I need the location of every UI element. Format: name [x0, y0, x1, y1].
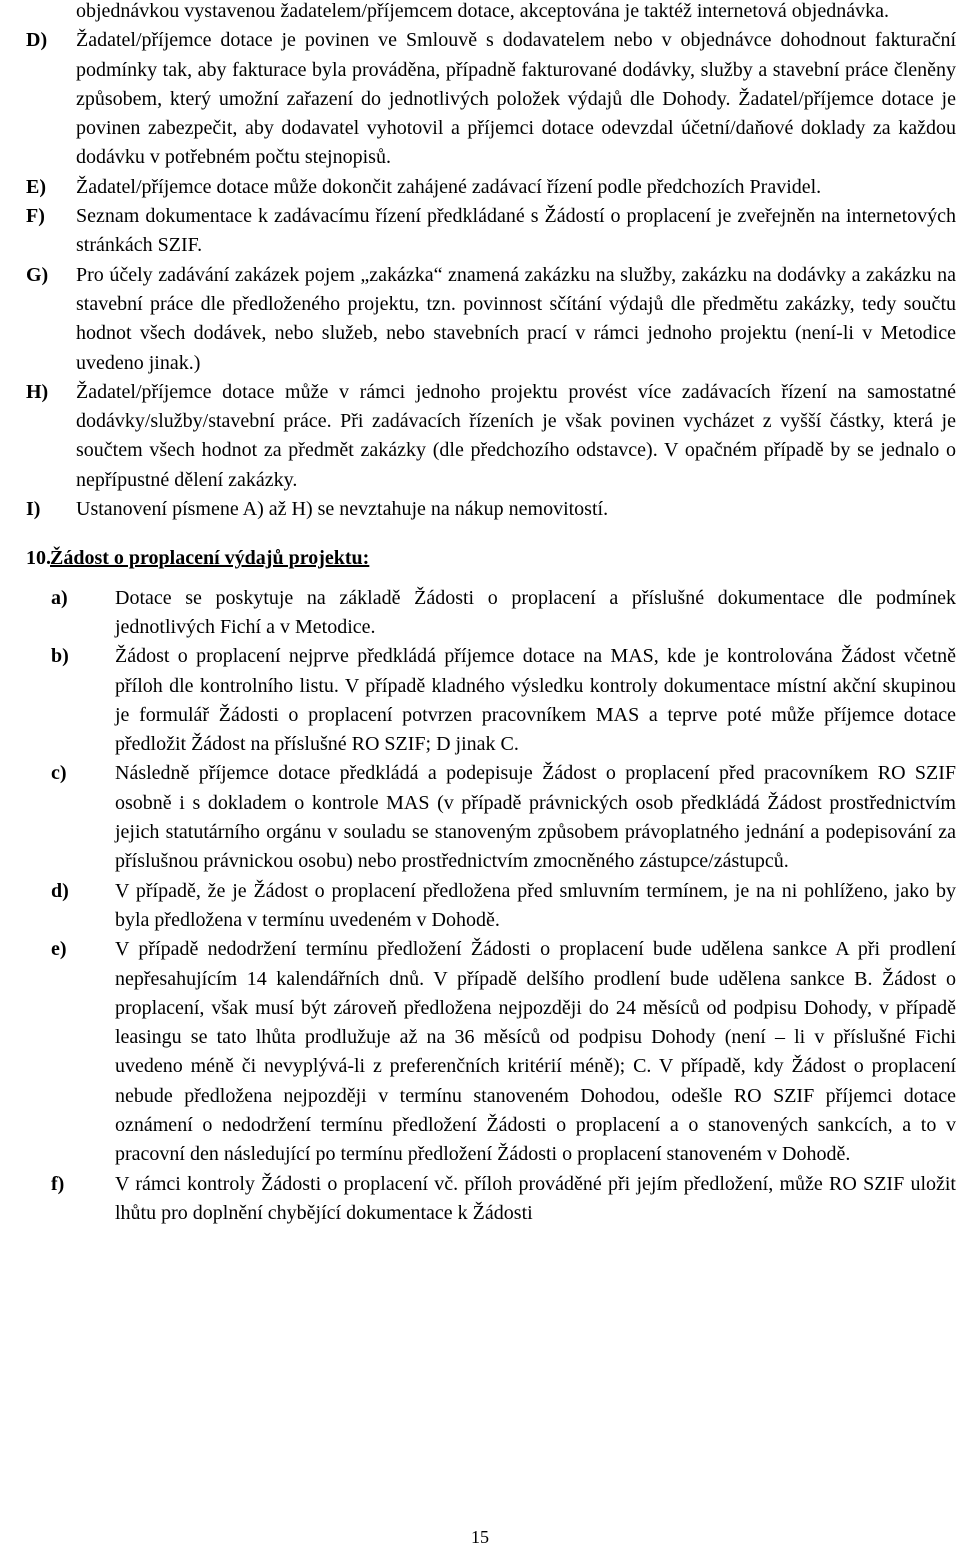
section-heading: [26, 544, 956, 573]
list-item: [51, 584, 956, 643]
section-list-letters-upper: [26, 26, 956, 524]
list-marker: a): [51, 586, 68, 609]
list-marker: F): [26, 205, 45, 228]
list-item: [26, 173, 956, 202]
list-item-text: Žadatel/příjemce dotace je povinen ve Smlouvě s dodavatelem nebo v objednávce dohodnout fakturační podmínky tak, aby fakturace byla prováděna, případně fakturované dodávky, služby a stavební práce členěny způsobem, který umožní zařazení do jednotlivých položek výdajů dle Dohody. Žadatel/příjemce dotace je povinen zabezpečit, aby dodavatel vyhotovil a příjemci dotace odevzdal účetní/daňové doklady za každou dodávku v potřebném počtu stejnopisů.: [76, 29, 956, 169]
section-title: Žádost o proplacení výdajů projektu:: [50, 547, 370, 570]
list-marker: c): [51, 762, 67, 785]
list-item: [26, 202, 956, 261]
list-marker: f): [51, 1172, 65, 1195]
list-marker: b): [51, 645, 69, 668]
list-item: [51, 642, 956, 759]
page-number: 15: [471, 1527, 489, 1547]
section-list-letters-lower: [26, 584, 956, 1229]
list-item-text: Žadatel/příjemce dotace může dokončit zahájené zadávací řízení podle předchozích Pravidel.: [76, 175, 822, 198]
list-item: [51, 759, 956, 876]
list-marker: I): [26, 498, 41, 521]
list-item-text: Ustanovení písmene A) až H) se nevztahuje na nákup nemovitostí.: [76, 498, 609, 521]
list-item-text: Žadatel/příjemce dotace může v rámci jednoho projektu provést více zadávacích řízení na samostatné dodávky/služby/stavební práce. Při zadávacích řízeních je však povinen vycházet z vyšší částky, která je součtem všech hodnot za předmět zakázky (dle předchozího odstavce). V opačném případě by se jednalo o nepřípustné dělení zakázky.: [76, 380, 956, 491]
section-number: 10.: [26, 547, 51, 570]
list-item-text: V případě nedodržení termínu předložení Žádosti o proplacení bude udělena sankce A při prodlení nepřesahujícím 14 kalendářních dnů. V případě delšího prodlení bude udělena sankce B. Žádost o proplacení, však musí být zároveň předložena nejpozději do 24 měsíců od podpisu Dohody, v případě leasingu se tato lhůta prodlužuje až na 36 měsíců od podpisu Dohody (není – li v příslušné Fichi uvedeno méně či nevyplývá-li z preferenčních kritérií méně); C. V případě, kdy Žádost o proplacení nebude předložena nejpozději v termínu stanoveném Dohodou, odešle RO SZIF příjemci dotace oznámení o nedodržení termínu předložení Žádosti o proplacení a o stanovených sankcích, a to v pracovní den následující po termínu předložení Žádosti o proplacení stanoveném v Dohodě.: [115, 938, 956, 1166]
list-item: [51, 877, 956, 936]
document-page: [26, 0, 956, 1228]
list-marker: d): [51, 879, 69, 902]
list-marker: D): [26, 29, 48, 52]
list-marker: E): [26, 175, 46, 198]
continuation-paragraph: objednávkou vystavenou žadatelem/příjemcem dotace, akceptována je taktéž internetová objednávka.: [76, 0, 889, 22]
list-item-text: V rámci kontroly Žádosti o proplacení vč. příloh prováděné při jejím předložení, může RO SZIF uložit lhůtu pro doplnění chybějící dokumentace k Žádosti: [115, 1172, 956, 1224]
list-marker: H): [26, 380, 49, 403]
list-marker: e): [51, 938, 67, 961]
list-item-text: Dotace se poskytuje na základě Žádosti o proplacení a příslušné dokumentace dle podmínek jednotlivých Fichí a v Metodice.: [115, 586, 956, 638]
list-item: [26, 495, 956, 524]
list-item: [51, 1170, 956, 1229]
list-item-text: Žádost o proplacení nejprve předkládá příjemce dotace na MAS, kde je kontrolována Žádost včetně příloh dle kontrolního listu. V případě kladného výsledku kontroly dokumentace místní akční skupinou je formulář Žádosti o proplacení potvrzen pracovníkem MAS a teprve poté může příjemce dotace předložit Žádost na příslušné RO SZIF; D jinak C.: [115, 645, 956, 756]
list-item-text: Následně příjemce dotace předkládá a podepisuje Žádost o proplacení před pracovníkem RO SZIF osobně i s dokladem o kontrole MAS (v případě právnických osob předkládá Žádost prostřednictvím jejich statutárního orgánu v souladu se stanoveným způsobem právoplatného jednání a podepisování za příslušnou právnickou osobu) nebo prostřednictvím zmocněného zástupce/zástupců.: [115, 762, 956, 873]
list-item-text: V případě, že je Žádost o proplacení předložena před smluvním termínem, je na ni pohlíženo, jako by byla předložena v termínu uvedeném v Dohodě.: [115, 879, 956, 931]
list-marker: G): [26, 263, 49, 286]
list-item-text: Seznam dokumentace k zadávacímu řízení předkládané s Žádostí o proplacení je zveřejněn na internetových stránkách SZIF.: [76, 205, 956, 257]
list-item: [26, 378, 956, 495]
list-item: [26, 261, 956, 378]
list-item: [51, 935, 956, 1169]
list-item: [26, 26, 956, 172]
list-item-text: Pro účely zadávání zakázek pojem „zakázka“ znamená zakázku na služby, zakázku na dodávky a zakázku na stavební práce dle předloženého projektu, tzn. povinnost sčítání výdajů dle předmětu zakázky, tedy součtu hodnot všech dodávek, nebo služeb, nebo stavebních prací v rámci jednoho projektu (není-li v Metodice uvedeno jinak.): [76, 263, 956, 374]
